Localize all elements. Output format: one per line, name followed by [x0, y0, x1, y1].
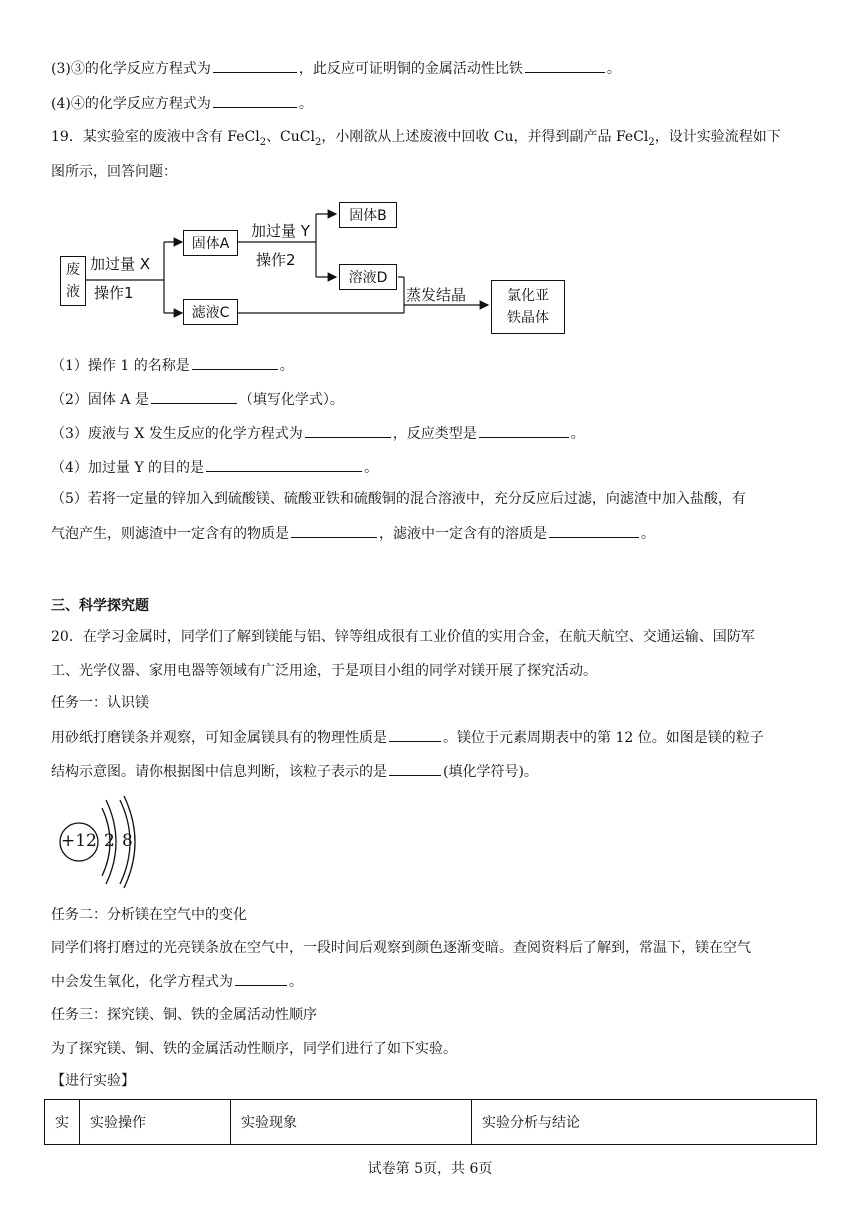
answer-blank[interactable] — [389, 761, 441, 776]
answer-blank[interactable] — [291, 523, 377, 538]
answer-blank[interactable] — [206, 457, 362, 472]
q18-part4: (4)④的化学反应方程式为 。 — [51, 93, 313, 114]
answer-blank[interactable] — [389, 727, 441, 742]
q19-sub3: （3）废液与 X 发生反应的化学方程式为 ，反应类型是 。 — [51, 423, 585, 444]
nucleus-label: +12 — [61, 831, 97, 851]
table-header-cell: 实 — [45, 1100, 80, 1145]
answer-blank[interactable] — [479, 423, 569, 438]
task2-text: 同学们将打磨过的光亮镁条放在空气中，一段时间后观察到颜色逐渐变暗。查阅资料后了解到，常温下，镁在空气 — [51, 940, 751, 956]
table-header-row — [45, 1100, 817, 1145]
table-header-cell: 实验分析与结论 — [472, 1100, 817, 1145]
op2-label: 操作2 — [256, 251, 296, 269]
answer-blank[interactable] — [305, 423, 391, 438]
q19-sub4: （4）加过量 Y 的目的是 。 — [51, 457, 378, 478]
evaporate-label: 蒸发结晶 — [406, 286, 467, 304]
add-x-label: 加过量 X — [90, 255, 151, 273]
answer-blank[interactable] — [151, 389, 237, 404]
add-y-label: 加过量 Y — [251, 222, 310, 240]
waste-box: 废 液 — [60, 256, 86, 306]
task3-text: 为了探究镁、铜、铁的金属活动性顺序，同学们进行了如下实验。 — [51, 1041, 457, 1057]
task2-heading: 任务二：分析镁在空气中的变化 — [51, 907, 247, 923]
task1-text: 用砂纸打磨镁条并观察，可知金属镁具有的物理性质是 。镁位于元素周期表中的第 12 位。如图是镁的粒子 — [51, 727, 764, 748]
answer-blank[interactable] — [525, 58, 605, 73]
q19-sub1: （1）操作 1 的名称是 。 — [51, 355, 294, 376]
flow-diagram — [58, 192, 578, 342]
task1-heading: 任务一：认识镁 — [51, 695, 149, 711]
shell2-count: 8 — [122, 831, 133, 851]
solid-b-box: 固体B — [339, 202, 397, 228]
q20-stem: 20．在学习金属时，同学们了解到镁能与铝、锌等组成很有工业价值的实用合金，在航天航空、交通运输、国防军 — [51, 629, 755, 645]
page-footer: 试卷第 5页，共 6页 — [367, 1161, 493, 1177]
answer-blank[interactable] — [213, 93, 297, 108]
shell1-count: 2 — [104, 831, 115, 851]
answer-blank[interactable] — [235, 971, 287, 986]
q18-part3: (3)③的化学反应方程式为 ，此反应可证明铜的金属活动性比铁 。 — [51, 58, 621, 79]
solution-d-box: 溶液D — [339, 264, 397, 290]
table-header-cell: 实验现象 — [231, 1100, 472, 1145]
q20-stem-2: 工、光学仪器、家用电器等领域有广泛用途，于是项目小组的同学对镁开展了探究活动。 — [51, 663, 597, 679]
q19-sub5-2: 气泡产生，则滤渣中一定含有的物质是 ，滤液中一定含有的溶质是 。 — [51, 523, 655, 544]
task2-text-2: 中会发生氧化，化学方程式为 。 — [51, 971, 303, 992]
experiment-table — [44, 1099, 817, 1145]
op1-label: 操作1 — [94, 284, 134, 302]
q19-sub5: （5）若将一定量的锌加入到硫酸镁、硫酸亚铁和硫酸铜的混合溶液中，充分反应后过滤，向滤渣中加入盐酸，有 — [51, 491, 746, 507]
table-header-cell: 实验操作 — [80, 1100, 231, 1145]
task1-text-2: 结构示意图。请你根据图中信息判断，该粒子表示的是 (填化学符号)。 — [51, 761, 538, 782]
section-heading: 三、科学探究题 — [51, 598, 149, 614]
q19-stem-2: 图所示，回答问题： — [51, 164, 177, 180]
mg-particle-diagram — [50, 796, 150, 896]
q19-sub2: （2）固体 A 是 （填写化学式）。 — [51, 389, 344, 410]
answer-blank[interactable] — [192, 355, 278, 370]
product-box: 氯化亚 铁晶体 — [491, 280, 565, 334]
experiment-heading: 【进行实验】 — [51, 1073, 135, 1089]
task3-heading: 任务三：探究镁、铜、铁的金属活动性顺序 — [51, 1007, 317, 1023]
answer-blank[interactable] — [549, 523, 639, 538]
solid-a-box: 固体A — [183, 230, 238, 256]
filtrate-c-box: 滤液C — [183, 299, 238, 325]
answer-blank[interactable] — [213, 58, 297, 73]
q19-stem: 19．某实验室的废液中含有 FeCl$_2$、CuCl$_2$，小刚欲从上述废液中回收 Cu，并得到副产品 FeCl$_2$，设计实验流程如下 — [51, 129, 781, 148]
